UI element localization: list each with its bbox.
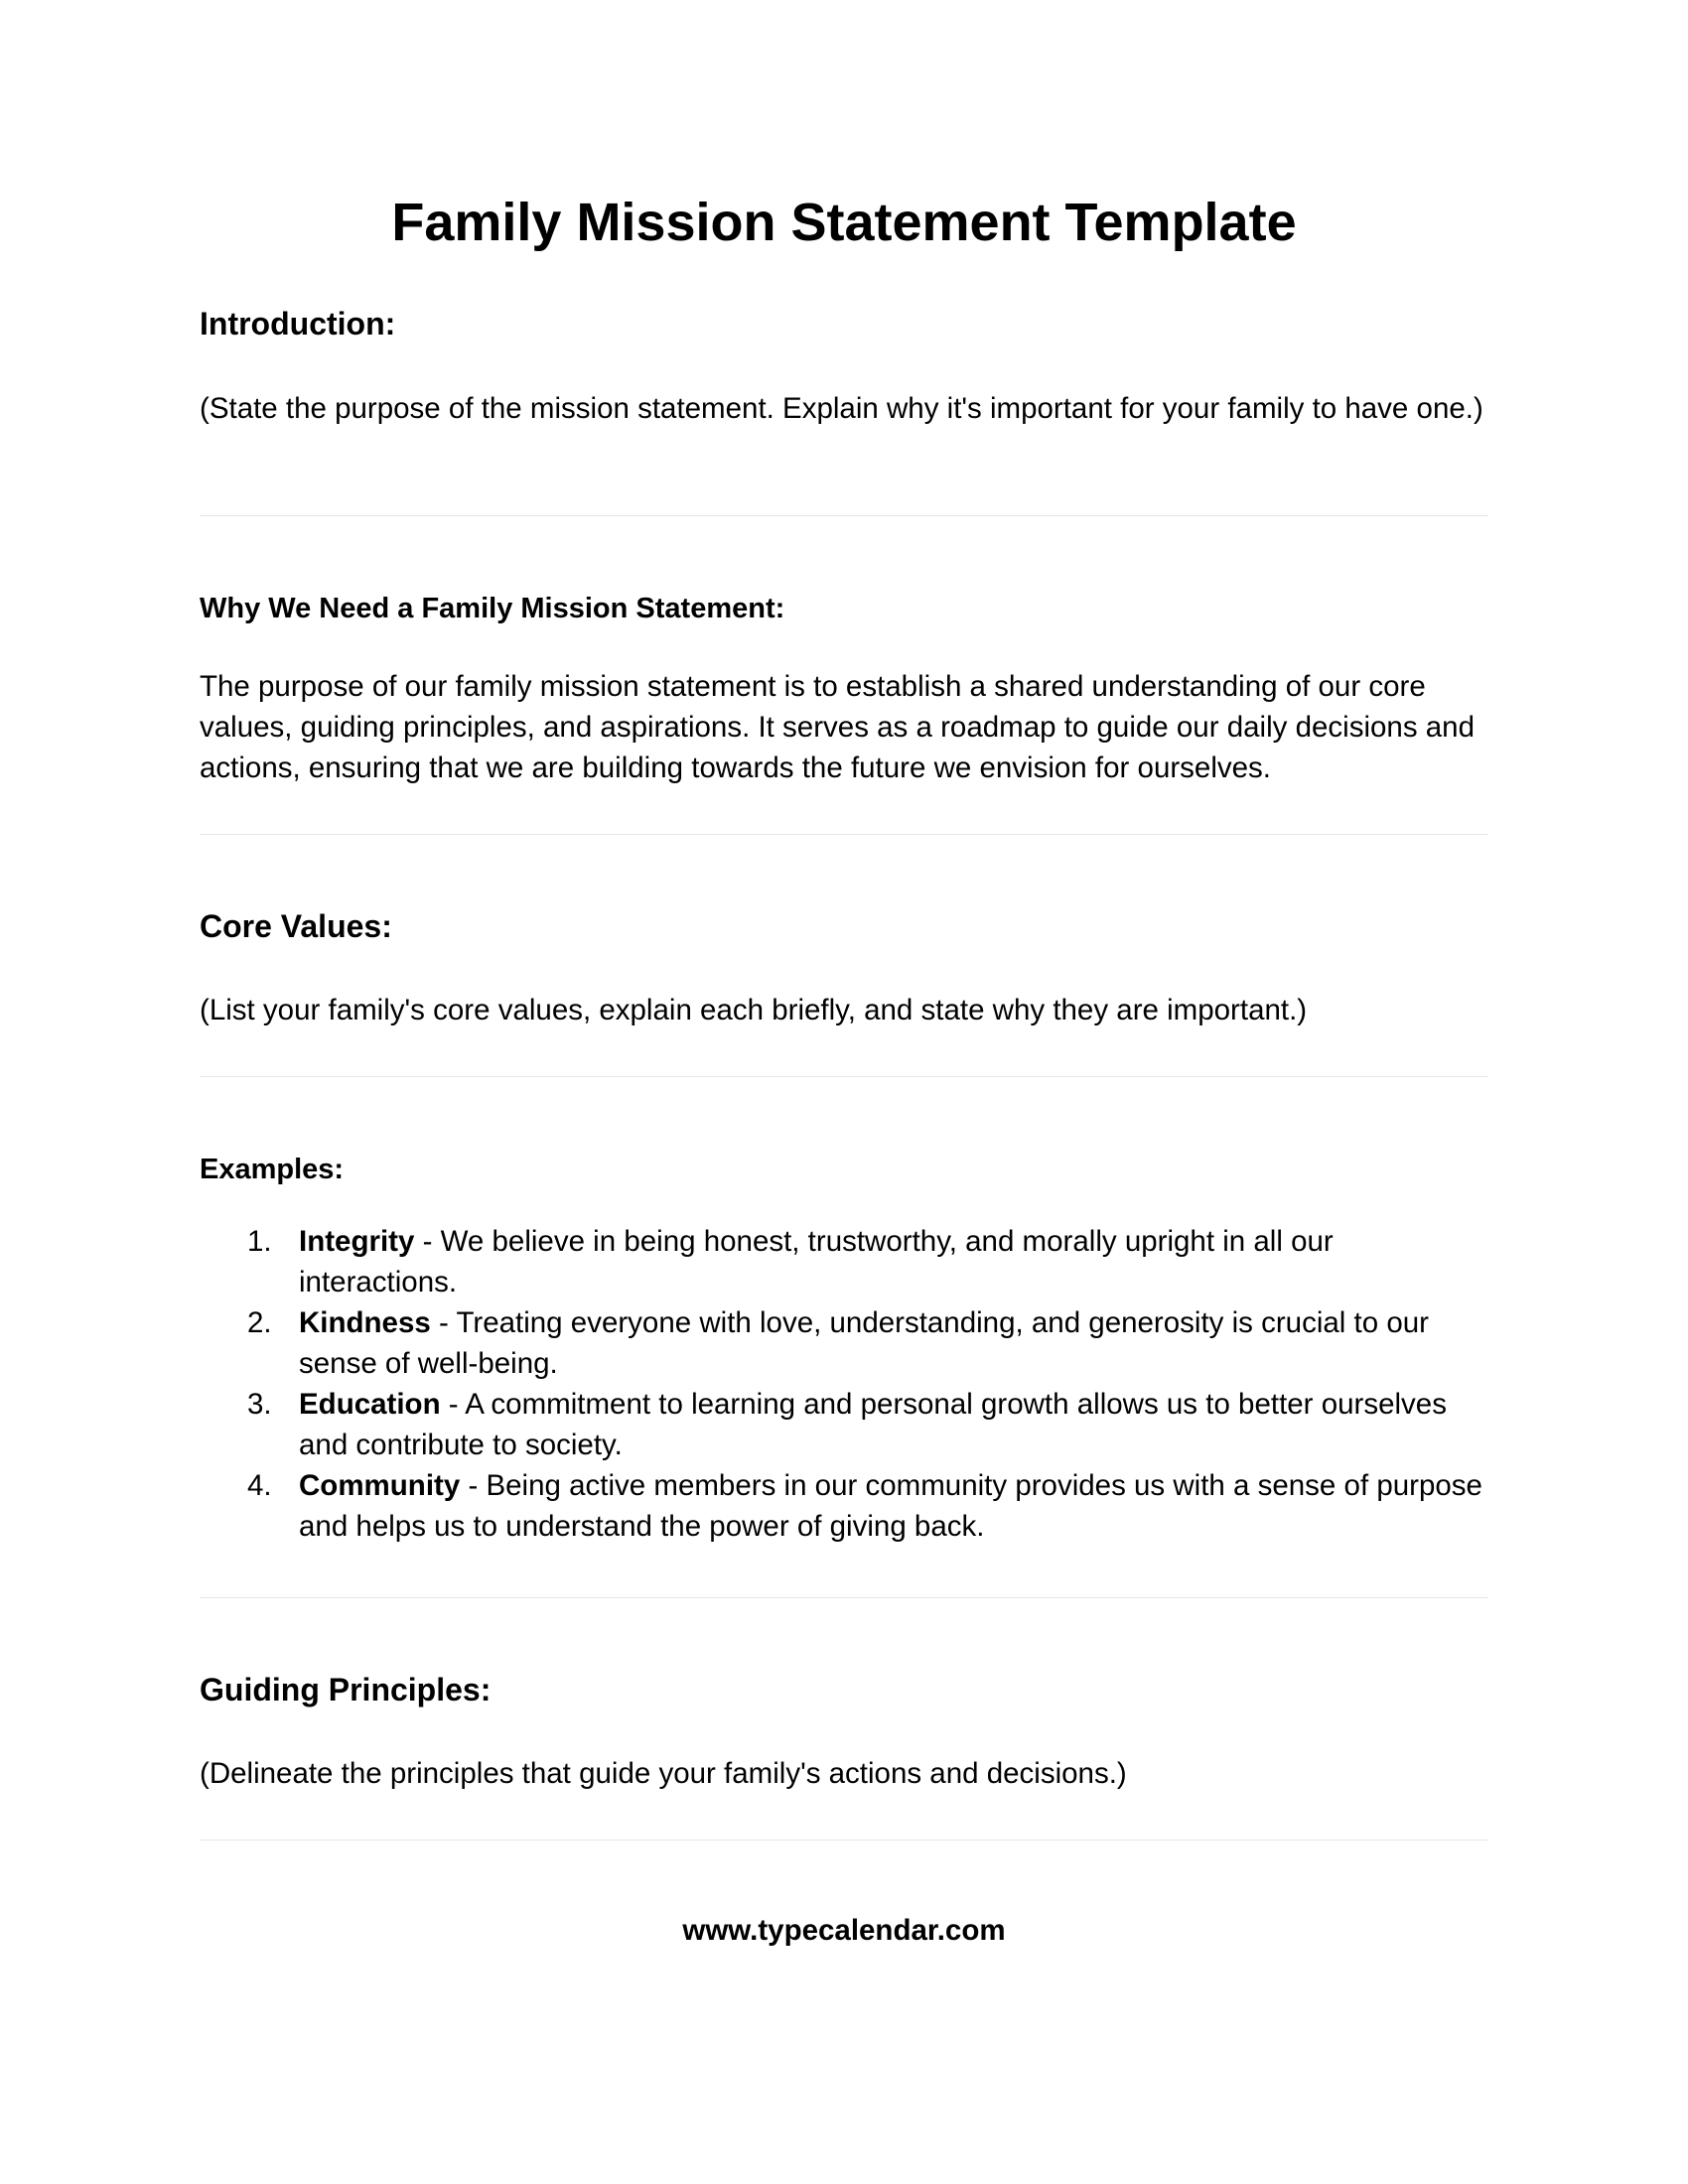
why-heading: Why We Need a Family Mission Statement: [200, 593, 785, 624]
list-item [200, 1465, 1488, 1547]
divider [200, 834, 1488, 835]
list-item-number: 1. [247, 1225, 272, 1258]
list-item [200, 1384, 1488, 1465]
examples-heading: Examples: [200, 1154, 345, 1185]
core-values-heading: Core Values: [200, 908, 392, 944]
list-item-term: Community [299, 1469, 461, 1502]
list-item-term: Kindness [299, 1306, 431, 1339]
why-text: The purpose of our family mission statement is to establish a shared understanding of our core values, guiding principles, and aspirations. It serves as a roadmap to guide our daily decisions and actions, ensuring that we are building towards the future we envision for ourselves. [200, 670, 1475, 784]
list-item-term: Integrity [299, 1225, 415, 1258]
core-values-text: (List your family's core values, explain each briefly, and state why they are important.) [200, 994, 1308, 1026]
list-item-number: 4. [247, 1469, 272, 1502]
introduction-heading: Introduction: [200, 306, 396, 341]
guiding-principles-heading: Guiding Principles: [200, 1672, 492, 1707]
footer-website-link[interactable]: www.typecalendar.com [682, 1914, 1006, 1947]
list-item-description: We believe in being honest, trustworthy, and morally upright in all our interactions. [299, 1225, 1334, 1298]
introduction-text: (State the purpose of the mission statement. Explain why it's important for your family to have one.) [200, 392, 1483, 425]
list-item-separator: - [430, 1306, 457, 1339]
list-item-separator: - [440, 1388, 466, 1421]
list-item [200, 1221, 1488, 1302]
list-item-number: 2. [247, 1306, 272, 1339]
page-title: Family Mission Statement Template [391, 193, 1297, 252]
list-item [200, 1302, 1488, 1384]
divider [200, 1840, 1488, 1841]
list-item-separator: - [460, 1469, 487, 1502]
list-item-separator: - [414, 1225, 441, 1258]
examples-list [200, 1221, 1488, 1547]
list-item-description: Being active members in our community provides us with a sense of purpose and helps us to understand the power of giving back. [299, 1469, 1482, 1543]
guiding-principles-text: (Delineate the principles that guide your family's actions and decisions.) [200, 1757, 1127, 1790]
list-item-number: 3. [247, 1388, 272, 1421]
list-item-description: A commitment to learning and personal growth allows us to better ourselves and contribute to society. [299, 1388, 1447, 1461]
list-item-term: Education [299, 1388, 441, 1421]
list-item-description: Treating everyone with love, understanding, and generosity is crucial to our sense of well-being. [299, 1306, 1429, 1380]
divider [200, 1076, 1488, 1077]
divider [200, 515, 1488, 516]
divider [200, 1597, 1488, 1598]
